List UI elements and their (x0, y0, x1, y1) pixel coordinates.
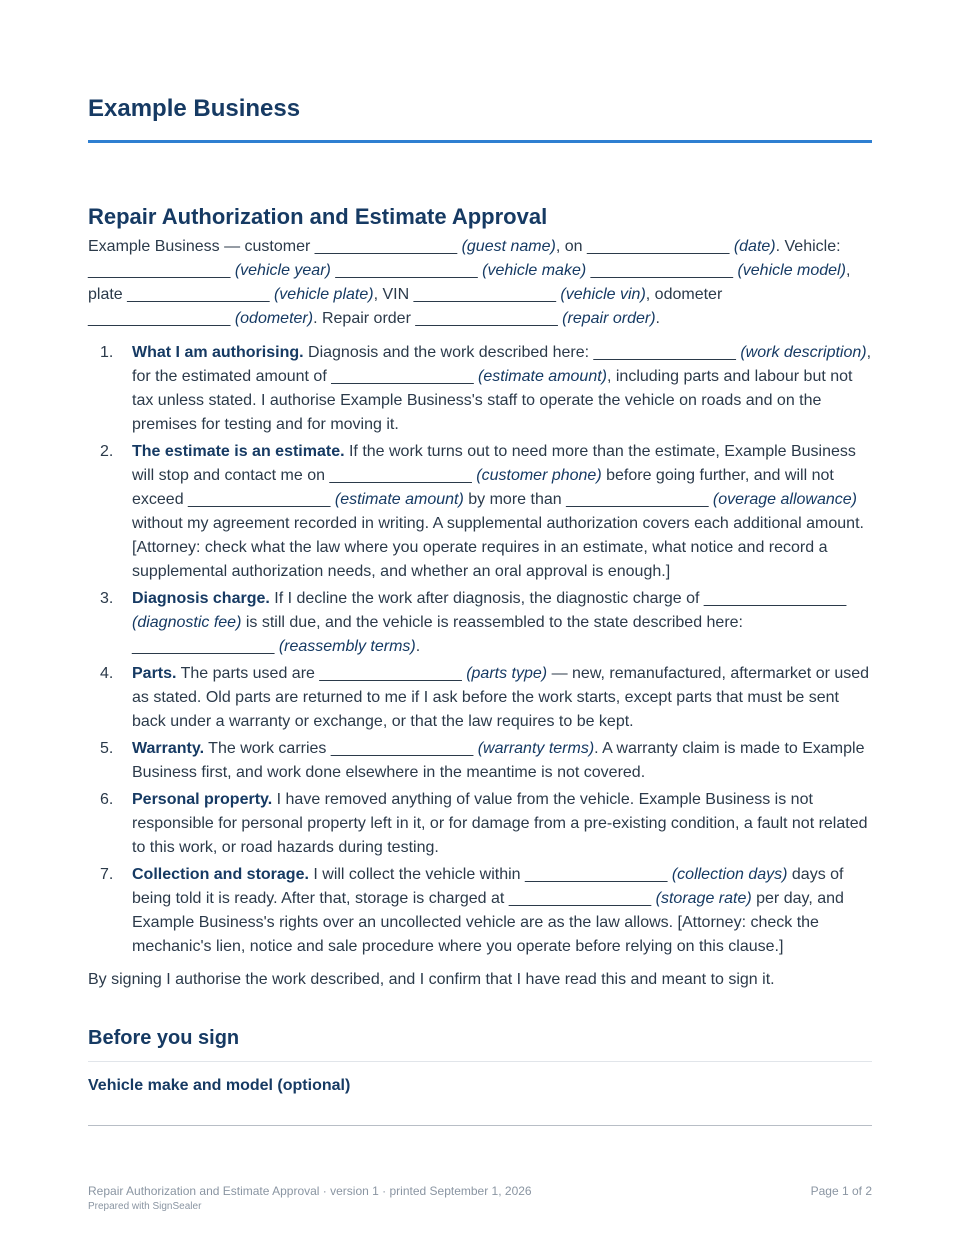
blank-field[interactable]: ________________ (188, 491, 331, 508)
clause-heading: Warranty. (132, 740, 205, 757)
clause-authorisation: 1. What I am authorising. Diagnosis and the work described here: ________________ (work description), for the estimated amount of ________________ (estimate amount), including parts and labour but not tax unless stated. I authorise Example Business's staff to operate the vehicle on roads and on the premises for testing and for moving it. (88, 341, 872, 437)
clause-heading: Personal property. (132, 791, 273, 808)
blank-field[interactable]: ________________ (590, 262, 733, 279)
clause-heading: The estimate is an estimate. (132, 443, 345, 460)
business-name: Example Business (88, 95, 301, 122)
blank-field[interactable]: ________________ (335, 262, 478, 279)
clause-parts: 4. Parts. The parts used are ________________ (parts type) — new, remanufactured, aftermarket or used as stated. Old parts are returned to me if I ask before the work starts, except parts that must be sent back under a warranty or exchange, or that the law requires to be kept. (88, 662, 872, 734)
blank-field[interactable]: ________________ (566, 491, 709, 508)
blank-field[interactable]: ________________ (586, 238, 730, 255)
before-sign-heading: Before you sign (88, 1027, 240, 1049)
clause-number: 4. (100, 665, 114, 682)
blank-field[interactable]: ________________ (508, 890, 652, 907)
blank-field[interactable]: ________________ (314, 238, 458, 255)
footer-document-info: Repair Authorization and Estimate Approval · version 1 · printed September 1, 2026 (88, 1184, 532, 1198)
clause-number: 3. (100, 590, 114, 607)
blank-field[interactable]: ________________ (525, 866, 668, 883)
blank-field[interactable]: ________________ (127, 286, 270, 303)
closing-statement: By signing I authorise the work described, and I confirm that I have read this and meant to sign it. (88, 971, 775, 988)
clause-number: 2. (100, 443, 114, 460)
clause-personal-property: 6. Personal property. I have removed anything of value from the vehicle. Example Business is not responsible for personal property left in it, or for damage from a pre-existing condition, a fault not related to this work, or road hazards during testing. (88, 788, 872, 860)
clause-diagnosis: 3. Diagnosis charge. If I decline the work after diagnosis, the diagnostic charge of ________________ (diagnostic fee) is still due, and the vehicle is reassembled to the state described here: ________________ (reassembly terms). (88, 587, 872, 659)
vehicle-make-model-label: Vehicle make and model (optional) (88, 1077, 351, 1094)
blank-field[interactable]: ________________ (88, 262, 231, 279)
blank-field[interactable]: ________________ (132, 638, 275, 655)
blank-field[interactable]: ________________ (331, 368, 474, 385)
clause-number: 6. (100, 791, 114, 808)
clause-estimate: 2. The estimate is an estimate. If the work turns out to need more than the estimate, Example Business will stop and contact me on ________________ (customer phone) before going further, and will not exceed ________________ (estimate amount) by more than ________________ (overage allowance) without my agreement recorded in writing. A supplemental authorization covers each additional amount. [Attorney: check what the law where you operate requires in an estimate, what notice and record a supplemental authorization needs, and whether an oral approval is enough.] (88, 440, 872, 584)
clause-number: 5. (100, 740, 114, 757)
page-number: Page 1 of 2 (810, 1184, 872, 1198)
clause-collection-storage: 7. Collection and storage. I will collect the vehicle within ________________ (collection days) days of being told it is ready. After that, storage is charged at ________________ (storage rate) per day, and Example Business's rights over an uncollected vehicle are as the law allows. [Attorney: check the mechanic's lien, notice and sale procedure where you operate before relying on this clause.] (88, 863, 872, 959)
header-divider (88, 140, 872, 143)
blank-field[interactable]: ________________ (415, 310, 558, 327)
blank-field[interactable]: ________________ (88, 310, 231, 327)
blank-field[interactable]: ________________ (329, 467, 472, 484)
section-divider (88, 1061, 872, 1062)
blank-field[interactable]: ________________ (703, 590, 847, 607)
vehicle-make-model-field[interactable] (88, 1125, 872, 1126)
blank-field[interactable]: ________________ (413, 286, 556, 303)
clause-number: 1. (100, 344, 114, 361)
footer-prepared-with: Prepared with SignSealer (88, 1201, 202, 1212)
clause-heading: What I am authorising. (132, 344, 304, 361)
blank-field[interactable]: ________________ (593, 344, 736, 361)
intro-paragraph: Example Business — customer ________________ (guest name), on ________________ (date). Vehicle: ________________ (vehicle year) ________________ (vehicle make) ________________ (vehicle model), plate ________________ (vehicle plate), VIN ________________ (vehicle vin), odometer ________________ (odometer). Repair order ________________ (repair order). (88, 238, 851, 327)
document-title: Repair Authorization and Estimate Approval (88, 204, 548, 229)
clause-heading: Diagnosis charge. (132, 590, 270, 607)
clause-heading: Parts. (132, 665, 177, 682)
clause-heading: Collection and storage. (132, 866, 309, 883)
clause-list (88, 341, 872, 962)
clause-number: 7. (100, 866, 114, 883)
clause-warranty: 5. Warranty. The work carries ________________ (warranty terms). A warranty claim is made to Example Business first, and work done elsewhere in the meantime is not covered. (88, 737, 872, 785)
blank-field[interactable]: ________________ (319, 665, 462, 682)
blank-field[interactable]: ________________ (330, 740, 474, 757)
